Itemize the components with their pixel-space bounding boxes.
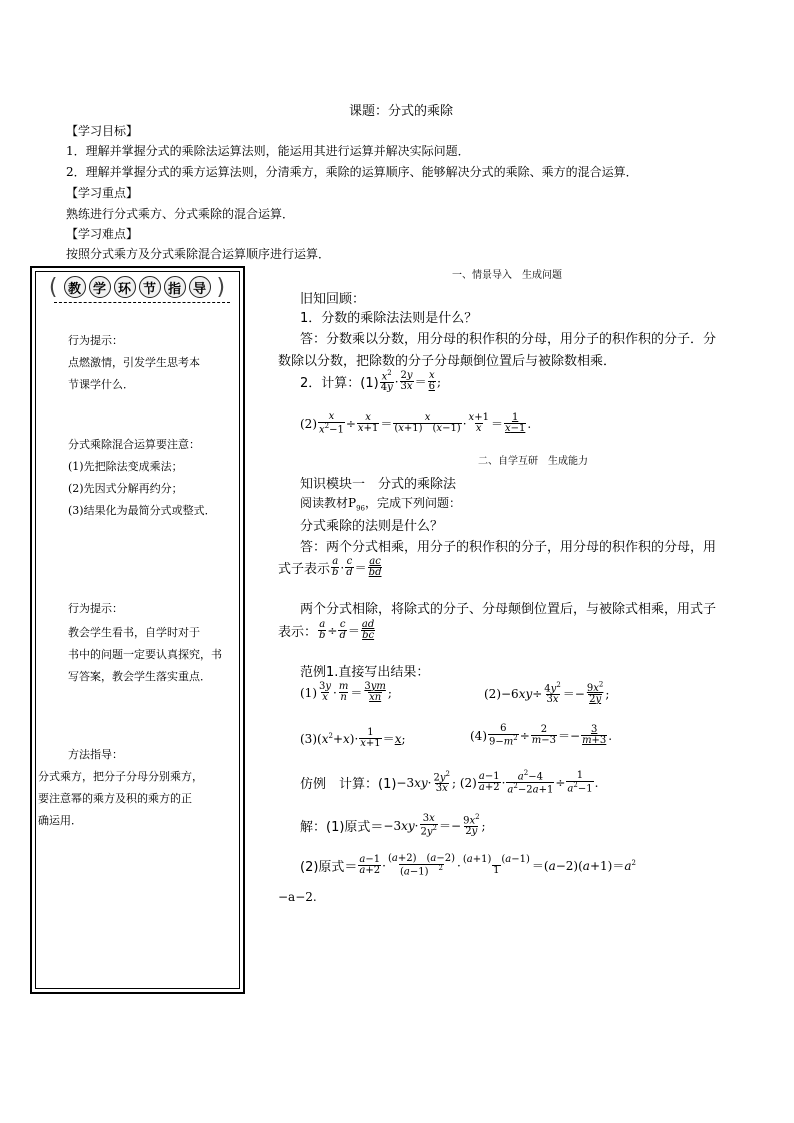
objective-1: 1．理解并掌握分式的乘除法运算法则，能运用其进行运算并解决实际问题． (66, 144, 470, 158)
banner-divider (54, 302, 230, 303)
key-points-heading: 【学习重点】 (66, 186, 139, 200)
section-heading-1: 一、情景导入 生成问题 (452, 270, 562, 281)
division-rule: 表示： $\frac{a}{b}$ ÷ $\frac{c}{d}$ ＝ $\frac{ad}{bc}$ (278, 619, 375, 641)
solution-2-tail: −a−2. (278, 890, 317, 904)
solution-2: (2)原式＝ $\frac{a-1}{a+2}$ · $\frac{(a+2) (a-2)}{(a-1) ^2}$ · $\frac{(a+1) (a-1)}{1}$ $=(a-2)(a+1)=a^2$ (300, 853, 636, 878)
tip-line: 点燃激情，引发学生思考本 (68, 356, 200, 369)
imitation-example: 仿例 计算：(1) −3xy· $\frac{2y^2}{3x}$ ; (2) $\frac{a-1}{a+2}$ · $\frac{a^2-4}{a^2-2a+1}$ ÷ $\frac{1}{a^2-1}$ . (300, 769, 599, 796)
tip-heading-3: 行为提示： (68, 602, 123, 615)
banner-char: 节 (139, 276, 161, 298)
page-title: 课题：分式的乘除 (349, 104, 454, 119)
module-1-heading: 知识模块一 分式的乘除法 (300, 477, 457, 492)
tip-line: (3)结果化为最简分式或整式． (68, 504, 216, 517)
tip-line: 书中的问题一定要认真探究，书 (68, 648, 222, 661)
difficulties-text: 按照分式乘方及分式乘除混合运算顺序进行运算． (66, 247, 331, 261)
solution-2-label: (2)原式＝ (300, 860, 358, 876)
banner-left-bracket: ( (48, 274, 58, 300)
banner-char: 导 (189, 276, 211, 298)
tip-line: 教会学生看书，自学时对于 (68, 626, 200, 639)
answer-3-line4: 表示： (278, 625, 318, 640)
tip-line: 写答案，教会学生落实重点． (68, 670, 211, 683)
answer-3-line2: 式子表示 (278, 562, 331, 577)
tip-line: (2)先因式分解再约分； (68, 482, 183, 495)
reading-instruction (300, 494, 461, 512)
answer-3-line3: 两个分式相除，将除式的分子、分母颠倒位置后，与被除式相乘，用式子 (300, 602, 717, 617)
example-1-item-3: $(3)(x^2+x)\cdot$ $\frac{1}{x+1}$ ＝x; (300, 727, 406, 749)
question-3: 分式乘除的法则是什么？ (300, 519, 444, 534)
reading-text: 阅读教材P (300, 496, 357, 510)
tip-line: (1)先把除法变成乘法； (68, 460, 183, 473)
tip-line: 要注意幂的乘方及积的乘方的正 (38, 792, 192, 805)
example-1-item-1: (1) $\frac{3y}{x}$ · $\frac{m}{n}$ ＝ $\frac{3ym}{xn}$ ; (300, 681, 392, 703)
tip-line: 确运用． (38, 814, 82, 827)
question-2-part2-label: (2) (300, 416, 317, 431)
multiplication-rule: 式子表示 $\frac{a}{b}$ · $\frac{c}{d}$ ＝ $\frac{ac}{bd}$ (278, 556, 382, 578)
answer-1-line2: 数除以分数，把除数的分子分母颠倒位置后与被除数相乘． (278, 354, 617, 369)
question-2-label: 2．计算：(1) (300, 376, 379, 392)
banner-right-bracket: ) (216, 274, 226, 300)
sidebar-banner (44, 274, 230, 300)
difficulties-heading: 【学习难点】 (66, 227, 139, 241)
reading-rest: ，完成下列问题： (365, 496, 462, 510)
banner-char: 教 (64, 276, 86, 298)
imitation-label: 仿例 计算：(1) (300, 777, 397, 793)
example-1-heading: 范例1.直接写出结果： (300, 665, 430, 680)
banner-char: 指 (164, 276, 186, 298)
question-2-part2: (2) $\frac{x}{x^2-1}$ ÷ $\frac{x}{x+1}$ ＝ $\frac{x}{(x+1) (x-1)}$ · $\frac{x+1}{x}$ ＝ $\frac{1}{x-1}$ . (300, 411, 532, 436)
tip-heading-2: 分式乘除混合运算要注意： (68, 438, 200, 451)
tip-line: 分式乘方，把分子分母分别乘方， (38, 770, 203, 783)
tip-heading-1: 行为提示： (68, 334, 123, 347)
objectives-heading: 【学习目标】 (66, 124, 139, 138)
question-2-part1: 2．计算：(1) $\frac{x^2}{4y}$ · $\frac{2y}{3x}$ ＝ $\frac{x}{6}$ ; (300, 369, 442, 394)
section-heading-2: 二、自学互研 生成能力 (478, 456, 588, 467)
banner-char: 学 (89, 276, 111, 298)
key-points-text: 熟练进行分式乘方、分式乘除的混合运算． (66, 207, 295, 221)
solution-1: 解：(1)原式＝ −3xy· $\frac{3x}{2y^2}$ ＝− $\frac{9x^2}{2y}$ ; (300, 813, 486, 838)
objective-2: 2．理解并掌握分式的乘方运算法则，分清乘方，乘除的运算顺序、能够解决分式的乘除、乘方的混合运算． (66, 165, 638, 179)
tip-heading-4: 方法指导： (68, 748, 123, 761)
solution-label: 解：(1)原式＝ (300, 820, 384, 836)
example-1-item-4: (4) $\frac{6}{9-m^2}$ ÷ $\frac{2}{m-3}$ ＝− $\frac{3}{m+3}$ . (470, 723, 613, 748)
banner-char: 环 (114, 276, 136, 298)
tip-line: 节课学什么． (68, 378, 134, 391)
reading-page: 96 (356, 504, 365, 513)
question-1: 1．分数的乘除法法则是什么？ (300, 311, 478, 326)
example-1-item-2: (2)−6xy÷ $\frac{4y^2}{3x}$ ＝− $\frac{9x^2}{2y}$ ; (484, 681, 610, 706)
guidance-sidebar (30, 266, 245, 994)
answer-3-line1: 答：两个分式相乘，用分子的积作积的分子，用分母的积作积的分母，用 (300, 540, 717, 555)
review-label: 旧知回顾： (300, 292, 366, 307)
answer-1-line1: 答：分数乘以分数，用分母的积作积的分母，用分子的积作积的分子．分 (300, 332, 717, 347)
